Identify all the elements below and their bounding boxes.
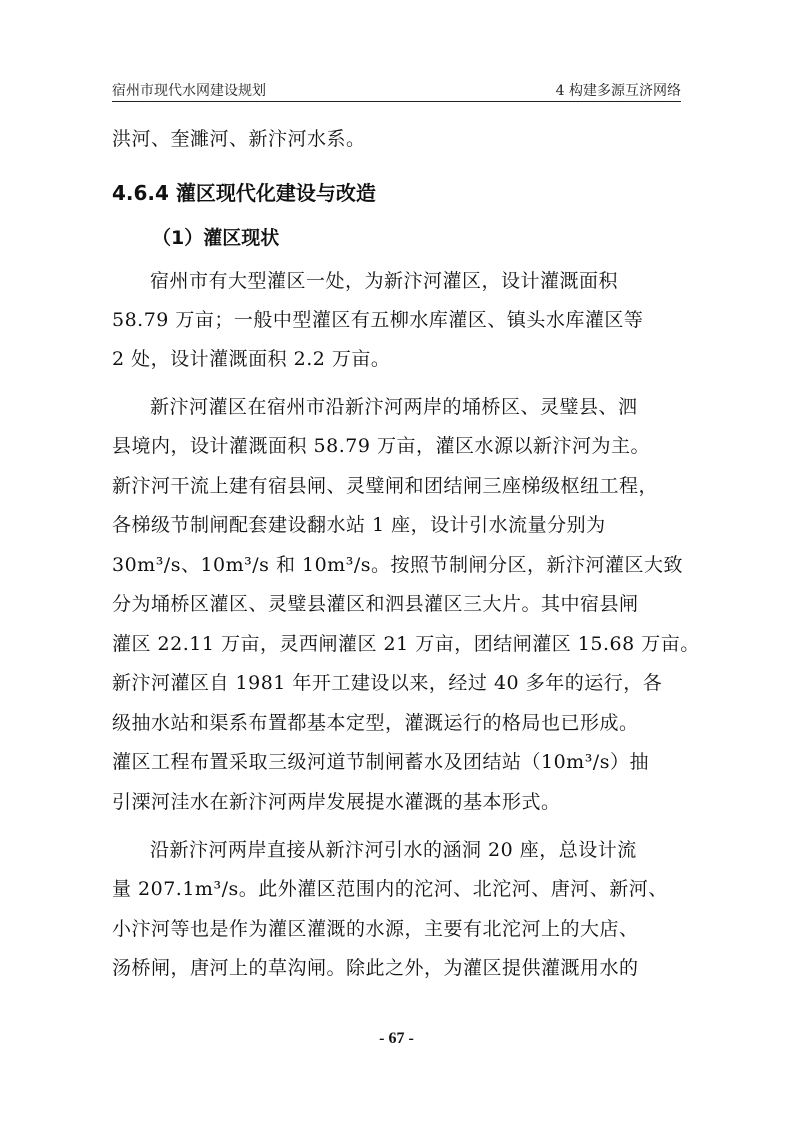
- paragraph-line: 灌区 22.11 万亩，灵西闸灌区 21 万亩，团结闸灌区 15.68 万亩。: [112, 633, 700, 655]
- paragraph-line: 县境内，设计灌溉面积 58.79 万亩，灌区水源以新汴河为主。: [112, 435, 650, 457]
- paragraph-line: 分为埇桥区灌区、灵璧县灌区和泗县灌区三大片。其中宿县闸: [112, 593, 639, 615]
- paragraph-line: 汤桥闸，唐河上的草沟闸。除此之外，为灌区提供灌溉用水的: [112, 957, 639, 979]
- paragraph-line: 58.79 万亩；一般中型灌区有五柳水库灌区、镇头水库灌区等: [112, 309, 644, 331]
- header-divider: [112, 101, 681, 102]
- section-heading: 4.6.4 灌区现代化建设与改造: [112, 181, 376, 205]
- intro-text: 洪河、奎濉河、新汴河水系。: [112, 128, 366, 150]
- paragraph-line: 量 207.1m³/s。此外灌区范围内的沱河、北沱河、唐河、新河、: [112, 878, 668, 900]
- header-chapter-title: 4 构建多源互济网络: [555, 83, 681, 99]
- paragraph-line: 30m³/s、10m³/s 和 10m³/s。按照节制闸分区，新汴河灌区大致: [112, 554, 683, 576]
- paragraph-line: 新汴河干流上建有宿县闸、灵璧闸和团结闸三座梯级枢纽工程，: [112, 475, 659, 497]
- paragraph-line: 小汴河等也是作为灌区灌溉的水源，主要有北沱河上的大店、: [112, 918, 639, 940]
- paragraph-line: 宿州市有大型灌区一处，为新汴河灌区，设计灌溉面积: [150, 270, 619, 292]
- paragraph-line: 引溧河洼水在新汴河两岸发展提水灌溉的基本形式。: [112, 791, 561, 813]
- paragraph-line: 新汴河灌区在宿州市沿新汴河两岸的埇桥区、灵璧县、泗: [150, 396, 638, 418]
- paragraph-line: 2 处，设计灌溉面积 2.2 万亩。: [112, 348, 391, 370]
- paragraph-line: 级抽水站和渠系布置都基本定型，灌溉运行的格局也已形成。: [112, 712, 639, 734]
- paragraph-line: 新汴河灌区自 1981 年开工建设以来，经过 40 多年的运行，各: [112, 672, 663, 694]
- paragraph-line: 灌区工程布置采取三级河道节制闸蓄水及团结站（10m³/s）抽: [112, 751, 649, 773]
- paragraph-line: 沿新汴河两岸直接从新汴河引水的涵洞 20 座，总设计流: [150, 839, 637, 861]
- header-document-title: 宿州市现代水网建设规划: [112, 83, 266, 99]
- page-header: [112, 78, 681, 102]
- subsection-heading: （1）灌区现状: [152, 227, 280, 249]
- page-number: - 67 -: [379, 1030, 414, 1047]
- paragraph-line: 各梯级节制闸配套建设翻水站 1 座，设计引水流量分别为: [112, 514, 606, 536]
